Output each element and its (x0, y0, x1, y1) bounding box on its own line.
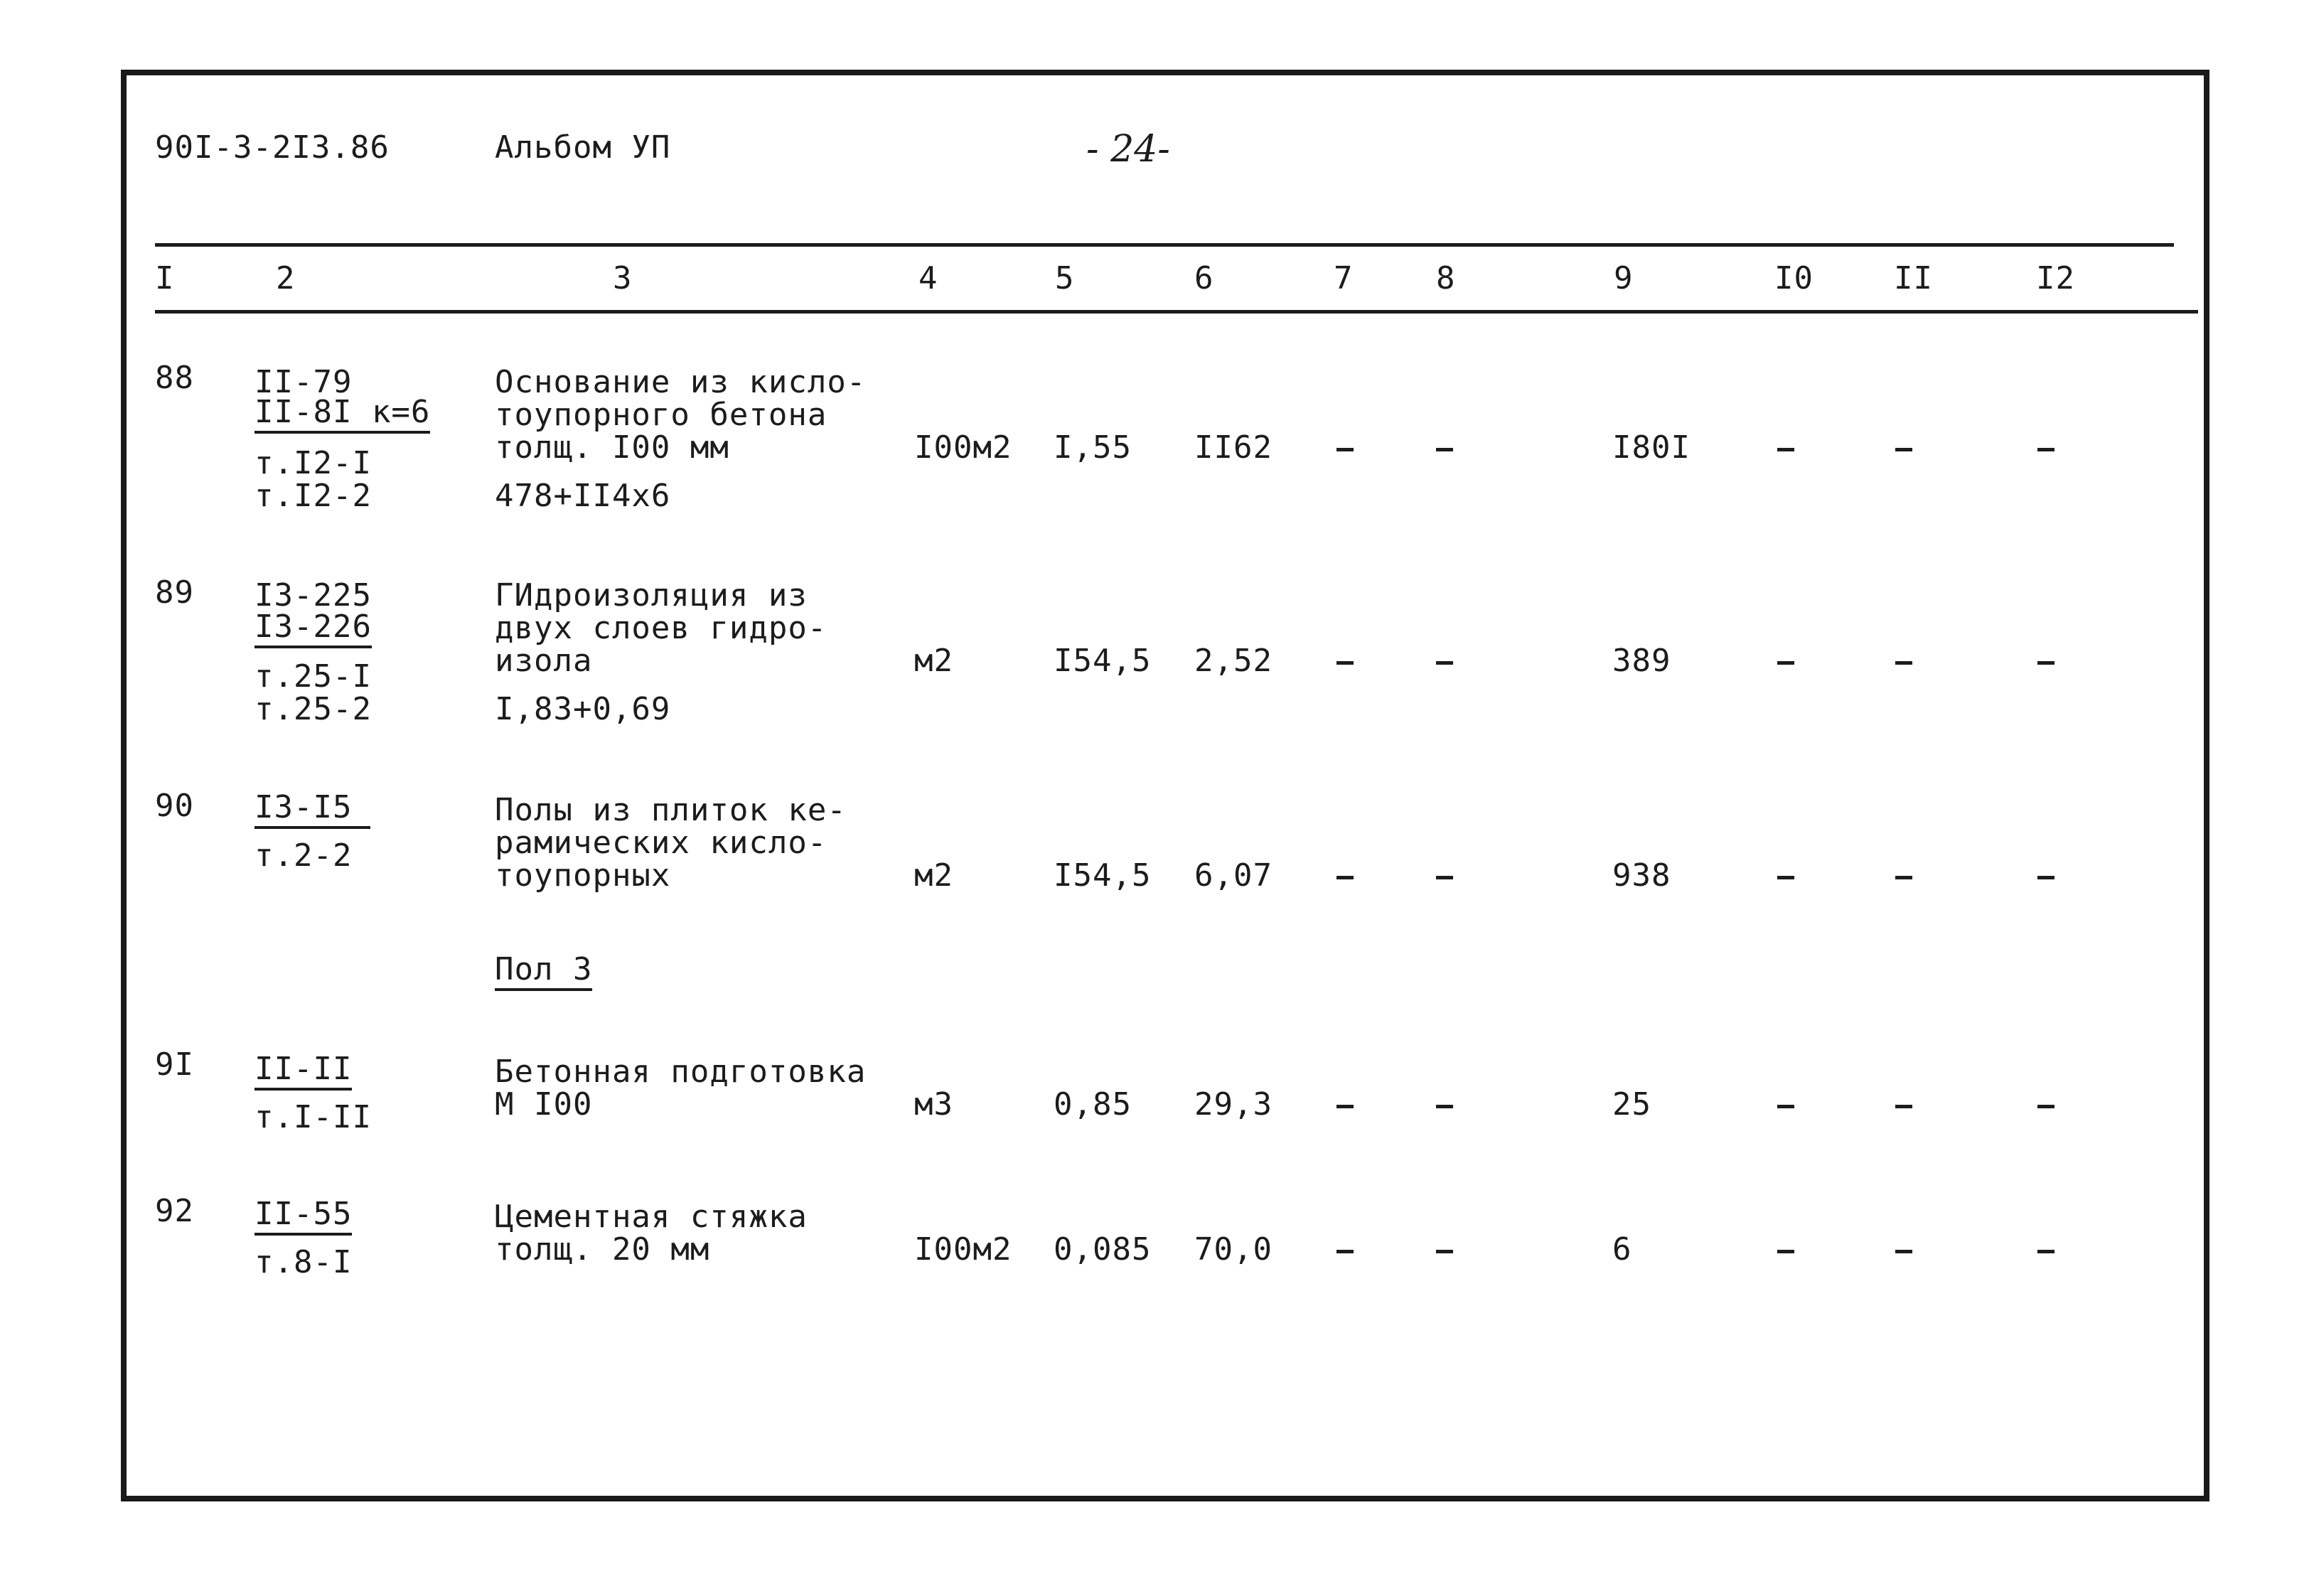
dash-col11 (1895, 448, 1912, 451)
dash-col10 (1777, 448, 1794, 451)
total: I80I (1612, 429, 1691, 466)
dash-col10 (1777, 876, 1794, 879)
dash-col7 (1336, 1250, 1354, 1253)
unit: м2 (914, 857, 953, 894)
doc-code: 90I-3-2I3.86 (155, 129, 390, 166)
quantity: I54,5 (1054, 643, 1152, 679)
unit: м2 (914, 643, 953, 679)
table-ref: т.I2-I (255, 445, 372, 481)
code-line: II-79 (255, 364, 353, 400)
table-ref: т.25-I (255, 658, 372, 695)
description-line: Цементная стяжка (495, 1199, 808, 1235)
description-line: Бетонная подготовка (495, 1054, 867, 1090)
dash-col11 (1895, 1105, 1912, 1108)
description-line: Основание из кисло- (495, 364, 867, 400)
code-line: II-55 (255, 1197, 352, 1236)
table-ref: т.2-2 (255, 837, 353, 874)
dash-col8 (1436, 661, 1453, 665)
total: 389 (1612, 643, 1671, 679)
col-header: 9 (1614, 260, 1634, 296)
unit-price: II62 (1194, 429, 1273, 466)
dash-col12 (2037, 1250, 2054, 1253)
page-number: - 24- (1086, 128, 1170, 171)
col-header: 6 (1194, 260, 1214, 296)
code-line: II-II (255, 1052, 352, 1091)
col-header: I0 (1774, 260, 1814, 296)
dash-col12 (2037, 448, 2054, 451)
section-heading: Пол 3 (495, 953, 592, 991)
quantity: 0,085 (1054, 1231, 1152, 1268)
code-line: II-8I к=6 (255, 395, 430, 434)
total: 6 (1612, 1231, 1632, 1268)
calculation: 478+II4х6 (495, 478, 671, 514)
header-top-rule (155, 243, 2174, 247)
code-line: I3-225 (255, 577, 372, 614)
table-ref: т.8-I (255, 1244, 353, 1280)
album-label: Альбом УП (495, 129, 671, 166)
unit-price: 29,3 (1194, 1086, 1273, 1123)
dash-col8 (1436, 1105, 1453, 1108)
description-line: рамических кисло- (495, 825, 827, 861)
row-number: 90 (155, 788, 194, 824)
table-ref: т.I2-2 (255, 478, 372, 514)
unit: I00м2 (914, 1231, 1012, 1268)
table-ref: т.25-2 (255, 691, 372, 727)
table-ref: т.I-II (255, 1099, 372, 1135)
code-line: I3-226 (255, 610, 372, 648)
total: 25 (1612, 1086, 1651, 1123)
description-line: толщ. 20 мм (495, 1231, 710, 1268)
description-line: М I00 (495, 1086, 593, 1123)
unit: I00м2 (914, 429, 1012, 466)
col-header: 7 (1334, 260, 1354, 296)
unit: м3 (914, 1086, 953, 1123)
description-line: тоупорных (495, 857, 671, 894)
col-header: 8 (1436, 260, 1456, 296)
dash-col7 (1336, 876, 1354, 879)
description-line: Полы из плиток ке- (495, 792, 847, 828)
row-number: 88 (155, 360, 194, 396)
description-line: толщ. I00 мм (495, 429, 729, 466)
dash-col11 (1895, 876, 1912, 879)
quantity: I54,5 (1054, 857, 1152, 894)
dash-col12 (2037, 661, 2054, 665)
header-bottom-rule (155, 310, 2198, 314)
unit-price: 70,0 (1194, 1231, 1273, 1268)
dash-col7 (1336, 1105, 1354, 1108)
dash-col8 (1436, 876, 1453, 879)
unit-price: 2,52 (1194, 643, 1273, 679)
dash-col10 (1777, 661, 1794, 665)
description-line: тоупорного бетона (495, 397, 827, 433)
dash-col7 (1336, 448, 1354, 451)
col-header: I2 (2036, 260, 2075, 296)
col-header: 5 (1055, 260, 1075, 296)
description-line: ГИдроизоляция из (495, 577, 808, 614)
quantity: 0,85 (1054, 1086, 1132, 1123)
col-header: I (155, 260, 175, 296)
col-header: 2 (276, 260, 296, 296)
calculation: I,83+0,69 (495, 691, 671, 727)
code-line: I3-I5 (255, 791, 370, 829)
dash-col8 (1436, 1250, 1453, 1253)
col-header: II (1894, 260, 1933, 296)
col-header: 3 (613, 260, 633, 296)
row-number: 9I (155, 1046, 194, 1083)
unit-price: 6,07 (1194, 857, 1273, 894)
dash-col12 (2037, 1105, 2054, 1108)
dash-col10 (1777, 1250, 1794, 1253)
dash-col12 (2037, 876, 2054, 879)
col-header: 4 (918, 260, 938, 296)
dash-col10 (1777, 1105, 1794, 1108)
row-number: 89 (155, 574, 194, 611)
dash-col7 (1336, 661, 1354, 665)
description-line: двух слоев гидро- (495, 610, 827, 646)
dash-col8 (1436, 448, 1453, 451)
description-line: изола (495, 643, 593, 679)
row-number: 92 (155, 1193, 194, 1229)
dash-col11 (1895, 1250, 1912, 1253)
quantity: I,55 (1054, 429, 1132, 466)
total: 938 (1612, 857, 1671, 894)
dash-col11 (1895, 661, 1912, 665)
